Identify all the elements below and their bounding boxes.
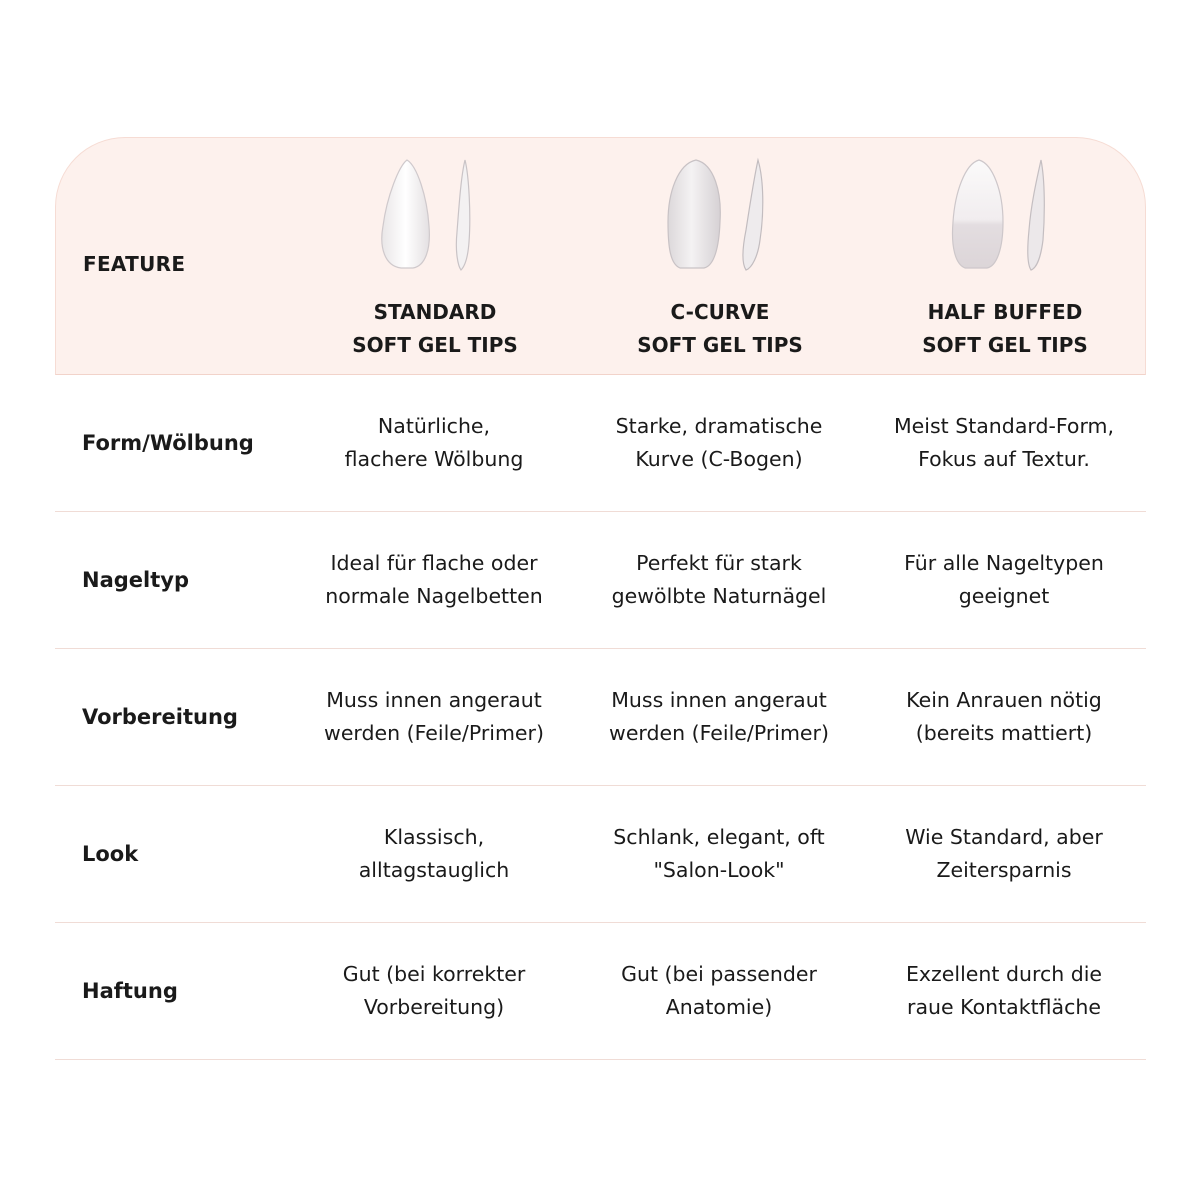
column-title-line1: C-CURVE bbox=[670, 300, 770, 324]
cell-line: Ideal für flache oder bbox=[330, 551, 538, 575]
cell-line: flachere Wölbung bbox=[344, 447, 524, 471]
cell-line: Kein Anrauen nötig bbox=[906, 688, 1102, 712]
cell-line: Gut (bei korrekter bbox=[342, 962, 526, 986]
cell-line: Zeitersparnis bbox=[936, 858, 1072, 882]
table-row bbox=[55, 375, 1146, 512]
cell-line: (bereits mattiert) bbox=[915, 721, 1093, 745]
table-cell bbox=[574, 923, 864, 1059]
table-cell bbox=[859, 375, 1149, 511]
cell-line: "Salon-Look" bbox=[653, 858, 785, 882]
table-cell bbox=[289, 512, 579, 648]
cell-line: Gut (bei passender bbox=[621, 962, 817, 986]
table-cell bbox=[574, 512, 864, 648]
cell-line: Kurve (C-Bogen) bbox=[635, 447, 803, 471]
table-cell bbox=[859, 649, 1149, 785]
half-buffed-nail-tip-icon bbox=[935, 156, 1075, 276]
cell-line: Meist Standard-Form, bbox=[893, 414, 1115, 438]
table-row bbox=[55, 649, 1146, 786]
table-header bbox=[55, 137, 1146, 375]
row-label: Form/Wölbung bbox=[82, 431, 254, 455]
cell-line: Vorbereitung) bbox=[363, 995, 505, 1019]
table-row bbox=[55, 512, 1146, 649]
column-header-standard bbox=[290, 138, 580, 376]
cell-line: Natürliche, bbox=[377, 414, 491, 438]
cell-line: Schlank, elegant, oft bbox=[613, 825, 825, 849]
c-curve-nail-tip-icon bbox=[650, 156, 790, 276]
comparison-table bbox=[55, 137, 1146, 1060]
cell-line: Für alle Nageltypen bbox=[904, 551, 1104, 575]
table-cell bbox=[289, 923, 579, 1059]
column-header-half-buffed bbox=[860, 138, 1150, 376]
table-cell bbox=[574, 649, 864, 785]
cell-line: raue Kontaktfläche bbox=[907, 995, 1101, 1019]
cell-line: Perfekt für stark bbox=[636, 551, 802, 575]
column-title-line1: STANDARD bbox=[373, 300, 497, 324]
cell-line: alltagstauglich bbox=[358, 858, 510, 882]
cell-line: Anatomie) bbox=[665, 995, 773, 1019]
table-cell bbox=[289, 375, 579, 511]
column-title-line2: SOFT GEL TIPS bbox=[922, 333, 1088, 357]
row-label: Nageltyp bbox=[82, 568, 189, 592]
cell-line: Muss innen angeraut bbox=[326, 688, 542, 712]
cell-line: Wie Standard, aber bbox=[905, 825, 1103, 849]
cell-line: Exzellent durch die bbox=[905, 962, 1103, 986]
column-title-line1: HALF BUFFED bbox=[927, 300, 1083, 324]
table-cell bbox=[289, 649, 579, 785]
cell-line: werden (Feile/Primer) bbox=[609, 721, 829, 745]
table-cell bbox=[574, 375, 864, 511]
column-header-c-curve bbox=[575, 138, 865, 376]
row-label: Haftung bbox=[82, 979, 178, 1003]
table-row bbox=[55, 923, 1146, 1060]
feature-column-label: FEATURE bbox=[83, 252, 186, 276]
column-title-line2: SOFT GEL TIPS bbox=[352, 333, 518, 357]
cell-line: gewölbte Naturnägel bbox=[611, 584, 827, 608]
cell-line: Starke, dramatische bbox=[615, 414, 823, 438]
cell-line: werden (Feile/Primer) bbox=[324, 721, 544, 745]
table-cell bbox=[574, 786, 864, 922]
table-cell bbox=[859, 786, 1149, 922]
cell-line: Klassisch, bbox=[383, 825, 485, 849]
cell-line: geeignet bbox=[958, 584, 1050, 608]
cell-line: Fokus auf Textur. bbox=[918, 447, 1090, 471]
cell-line: normale Nagelbetten bbox=[325, 584, 543, 608]
cell-line: Muss innen angeraut bbox=[611, 688, 827, 712]
row-label: Look bbox=[82, 842, 139, 866]
almond-nail-tip-icon bbox=[365, 156, 505, 276]
row-label: Vorbereitung bbox=[82, 705, 238, 729]
table-row bbox=[55, 786, 1146, 923]
table-cell bbox=[289, 786, 579, 922]
table-cell bbox=[859, 512, 1149, 648]
table-cell bbox=[859, 923, 1149, 1059]
column-title-line2: SOFT GEL TIPS bbox=[637, 333, 803, 357]
